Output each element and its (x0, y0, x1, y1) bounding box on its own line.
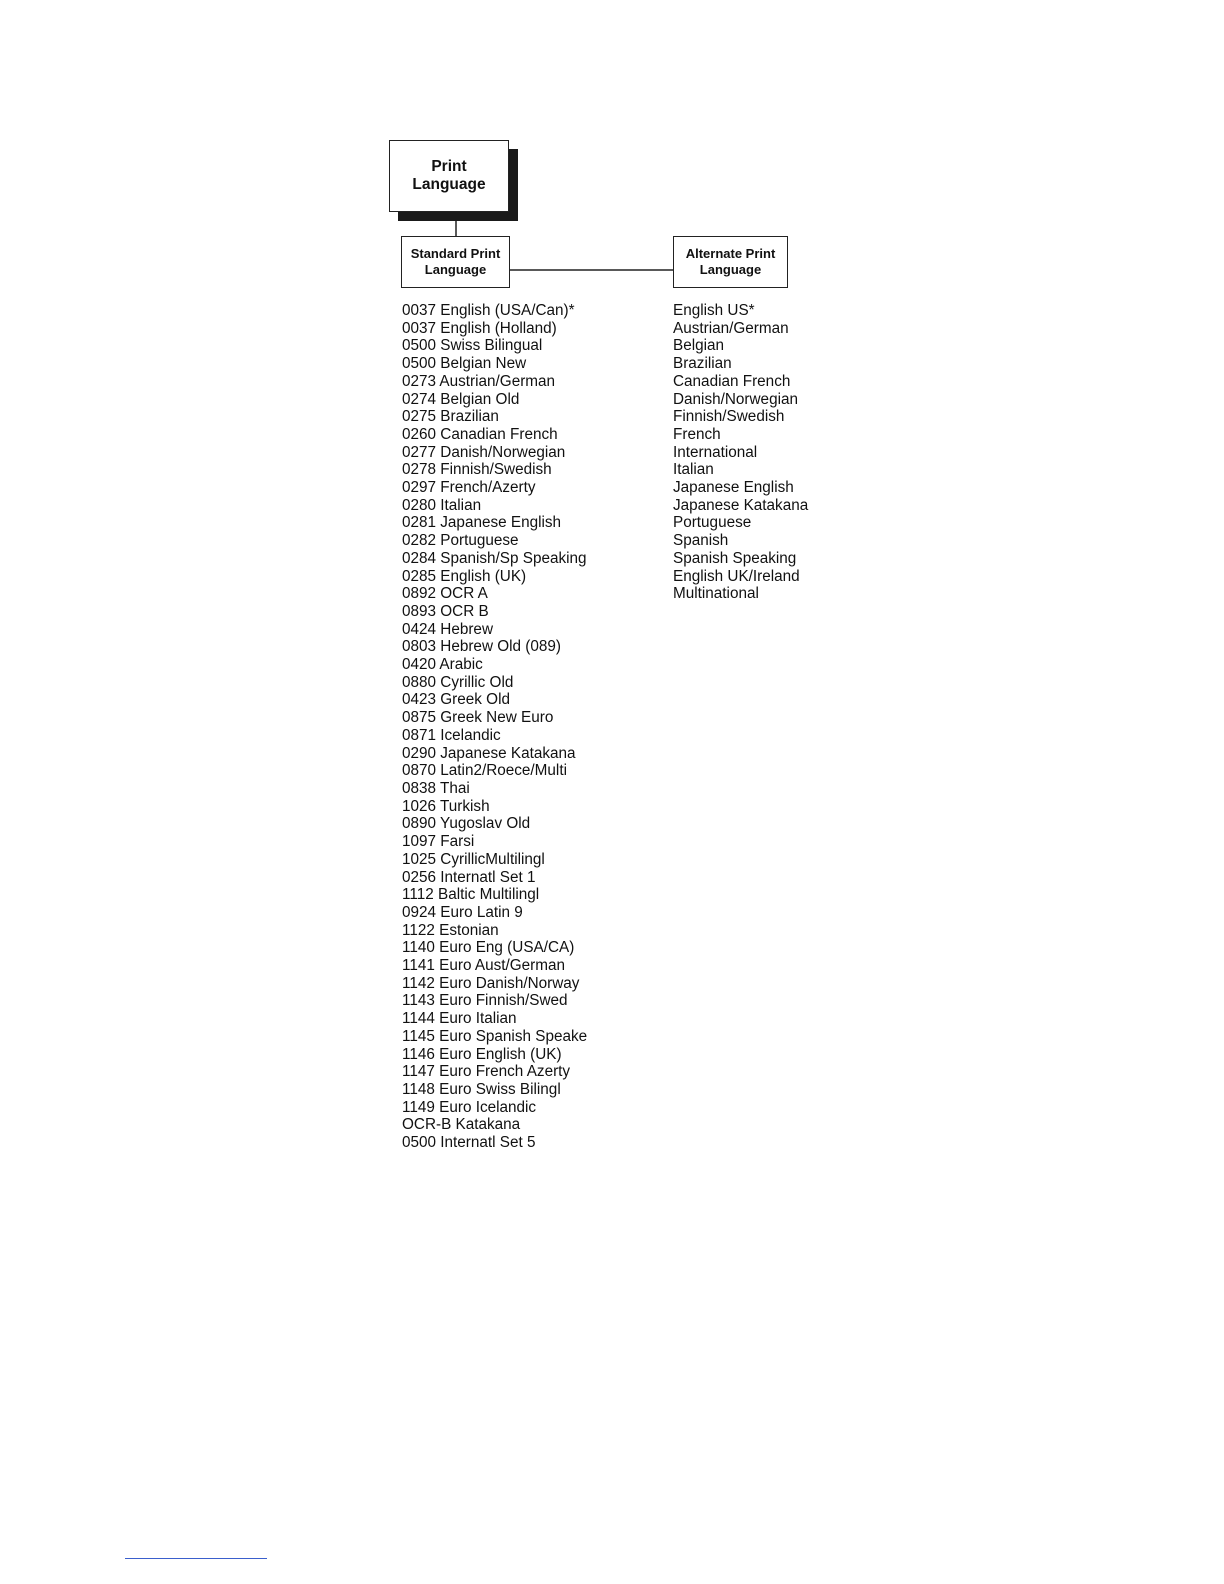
standard-language-option: 0803 Hebrew Old (089) (402, 638, 562, 656)
alternate-language-option: Japanese English (673, 479, 794, 497)
standard-language-option: 0280 Italian (402, 496, 482, 514)
standard-language-option: 0500 Belgian New (402, 355, 527, 373)
standard-language-option: 0500 Swiss Bilingual (402, 337, 543, 355)
alternate-language-option: Multinational (673, 585, 759, 603)
alternate-language-option: English UK/Ireland (673, 567, 800, 585)
alternate-box-label-line2: Language (699, 262, 762, 277)
standard-language-option: 0278 Finnish/Swedish (402, 461, 552, 479)
alternate-language-option: French (673, 425, 721, 443)
standard-language-option: 1148 Euro Swiss Bilingl (402, 1080, 561, 1098)
standard-language-option: 0285 English (UK) (402, 567, 527, 585)
standard-language-option: 0256 Internatl Set 1 (402, 868, 536, 886)
alternate-language-option: Spanish Speaking (673, 549, 797, 567)
standard-language-option: 0273 Austrian/German (402, 372, 556, 390)
standard-language-option: 1146 Euro English (UK) (402, 1045, 562, 1063)
standard-language-option: 0274 Belgian Old (402, 390, 520, 408)
standard-language-option: 0890 Yugoslav Old (402, 815, 531, 833)
standard-language-option: 1025 CyrillicMultilingl (402, 850, 545, 868)
standard-language-option: 0275 Brazilian (402, 408, 499, 426)
standard-language-option: 1112 Baltic Multilingl (402, 886, 540, 904)
alternate-language-option: International (673, 443, 758, 461)
print-language-menu-box (389, 140, 509, 212)
standard-language-option: 0924 Euro Latin 9 (402, 903, 523, 921)
standard-language-option: 1141 Euro Aust/German (402, 957, 565, 975)
standard-language-option: 0277 Danish/Norwegian (402, 443, 566, 461)
standard-language-option: 0284 Spanish/Sp Speaking (402, 549, 587, 567)
alternate-language-option: Canadian French (673, 372, 791, 390)
standard-language-option: 0880 Cyrillic Old (402, 673, 514, 691)
standard-language-option: 0838 Thai (402, 779, 470, 797)
standard-language-option: 0424 Hebrew (402, 620, 493, 638)
standard-language-option: 0423 Greek Old (402, 691, 510, 709)
standard-language-option: 0871 Icelandic (402, 726, 501, 744)
alternate-language-option: Japanese Katakana (673, 496, 809, 514)
alternate-language-options-list (673, 302, 808, 603)
standard-language-option: 0281 Japanese English (402, 514, 562, 532)
standard-print-language-box (401, 236, 510, 288)
standard-language-option: 1149 Euro Icelandic (402, 1098, 537, 1116)
alternate-language-option: English US* (673, 302, 755, 319)
standard-language-option: 1144 Euro Italian (402, 1010, 517, 1028)
standard-language-option: 0420 Arabic (402, 656, 483, 674)
standard-language-option: 1145 Euro Spanish Speake (402, 1027, 588, 1045)
standard-language-option: 1147 Euro French Azerty (402, 1063, 571, 1081)
standard-language-option: 0037 English (Holland) (402, 319, 557, 337)
alternate-language-option: Austrian/German (673, 319, 789, 337)
standard-language-option: 0875 Greek New Euro (402, 709, 554, 727)
standard-language-option: 1122 Estonian (402, 921, 499, 939)
standard-language-option: 1140 Euro Eng (USA/CA) (402, 939, 575, 957)
standard-language-option: 1026 Turkish (402, 797, 490, 815)
alternate-language-option: Finnish/Swedish (673, 408, 785, 426)
standard-language-option: 0037 English (USA/Can)* (402, 302, 575, 319)
alternate-language-option: Italian (673, 461, 714, 479)
standard-language-option: 1143 Euro Finnish/Swed (402, 992, 568, 1010)
footer-rule (125, 1558, 267, 1559)
alternate-print-language-box (673, 236, 788, 288)
alternate-box-label-line1: Alternate Print (685, 246, 776, 261)
alternate-language-option: Spanish (673, 532, 729, 550)
standard-language-option: 1142 Euro Danish/Norway (402, 974, 580, 992)
root-box-label-line1: Print (431, 158, 467, 175)
standard-language-options-list (402, 302, 587, 1152)
alternate-language-option: Portuguese (673, 514, 752, 532)
standard-language-option: 0892 OCR A (402, 585, 488, 603)
standard-language-option: OCR-B Katakana (402, 1116, 521, 1134)
standard-box-label-line2: Language (424, 262, 487, 277)
standard-language-option: 0290 Japanese Katakana (402, 744, 576, 762)
standard-language-option: 0870 Latin2/Roece/Multi (402, 762, 567, 780)
standard-language-option: 0500 Internatl Set 5 (402, 1134, 536, 1152)
standard-language-option: 0297 French/Azerty (402, 479, 536, 497)
standard-language-option: 0260 Canadian French (402, 425, 558, 443)
alternate-language-option: Danish/Norwegian (673, 390, 798, 408)
alternate-language-option: Brazilian (673, 355, 732, 373)
standard-box-label-line1: Standard Print (410, 246, 501, 261)
standard-language-option: 1097 Farsi (402, 833, 475, 851)
standard-language-option: 0282 Portuguese (402, 532, 519, 550)
standard-language-option: 0893 OCR B (402, 602, 489, 620)
alternate-language-option: Belgian (673, 337, 725, 355)
root-box-label-line2: Language (412, 176, 486, 193)
